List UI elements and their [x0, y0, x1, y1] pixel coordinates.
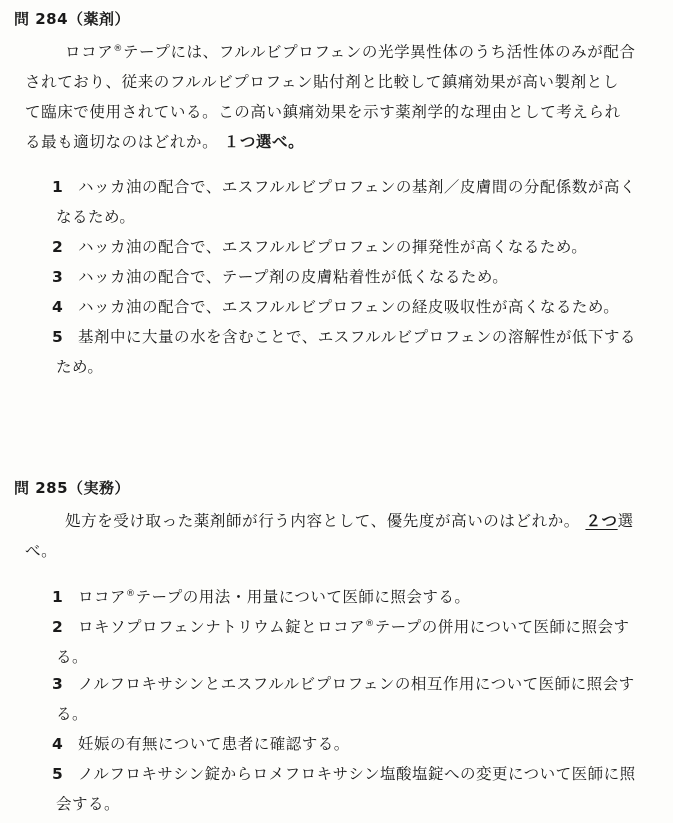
question-284-heading: 問 284（薬剤）	[14, 10, 131, 28]
question-285-heading: 問 285（実務）	[14, 479, 131, 497]
q284-option-3[interactable]: 3 ハッカ油の配合で、テープ剤の皮膚粘着性が低くなるため。	[52, 268, 509, 286]
q284-option-4[interactable]: 4 ハッカ油の配合で、エスフルルビプロフェンの経皮吸収性が高くなるため。	[52, 298, 620, 316]
q285-option-4[interactable]: 4 妊娠の有無について患者に確認する。	[52, 735, 350, 753]
question-285-stem: 処方を受け取った薬剤師が行う内容として、優先度が高いのはどれか。 ２つ選 べ。	[25, 512, 634, 560]
q284-option-5[interactable]: 5 基剤中に大量の水を含むことで、エスフルルビプロフェンの溶解性が低下する ため。	[52, 328, 636, 376]
question-284-stem: ロコア®テープには、フルルビプロフェンの光学異性体のうち活性体のみが配合 されており、従来のフルルビプロフェン貼付剤と比較して鎮痛効果が高い製剤とし て臨床で使用されている。この高い鎮痛効果を示す薬剤学的な理由として考えられ る最も適切なのはどれか。 １つ選べ。	[25, 43, 636, 151]
q285-option-5[interactable]: 5 ノルフロキサシン錠からロメフロキサシン塩酸塩錠への変更について医師に照 会する。	[52, 765, 636, 813]
q285-option-3[interactable]: 3 ノルフロキサシンとエスフルルビプロフェンの相互作用について医師に照会す る。	[52, 675, 635, 723]
q284-option-2[interactable]: 2 ハッカ油の配合で、エスフルルビプロフェンの揮発性が高くなるため。	[52, 238, 588, 256]
select-count-instruction: ２つ	[585, 512, 618, 530]
q284-option-1[interactable]: 1 ハッカ油の配合で、エスフルルビプロフェンの基剤／皮膚間の分配係数が高く なるため。	[52, 178, 636, 226]
select-count-instruction: １つ選べ。	[223, 133, 305, 151]
q285-option-1[interactable]: 1 ロコア®テープの用法・用量について医師に照会する。	[52, 588, 471, 606]
q285-option-2[interactable]: 2 ロキソプロフェンナトリウム錠とロコア®テープの併用について医師に照会す る。	[52, 618, 630, 666]
